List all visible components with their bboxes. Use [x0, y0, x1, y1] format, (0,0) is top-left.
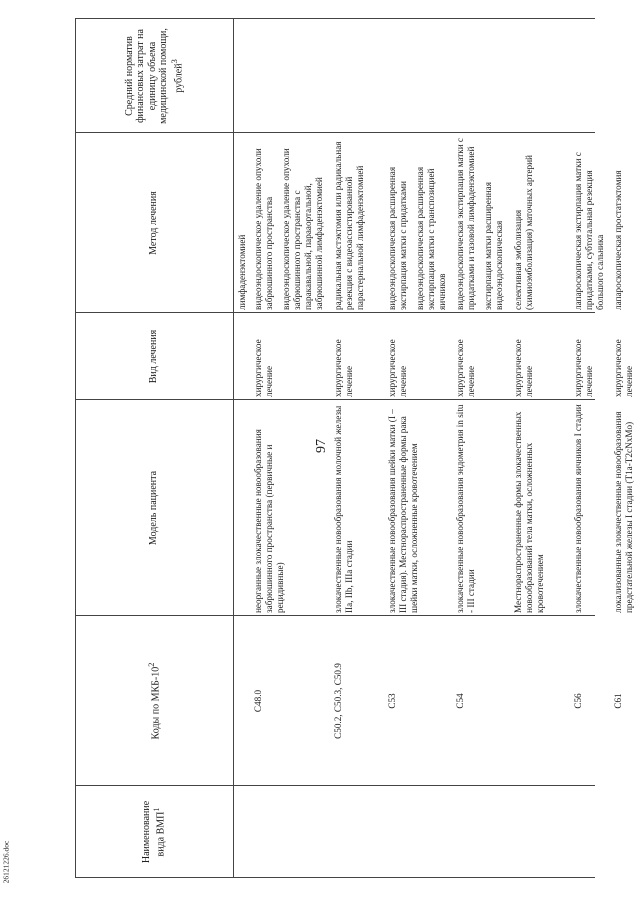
header-type-label: Вид лечения [148, 329, 160, 384]
row-methods [573, 133, 612, 313]
method-item: видеоэндоскопическая экстирпация матки с придатками и тазовой лимфаденэктомией [455, 138, 477, 310]
header-cost [75, 19, 233, 133]
row-code: C50.2, C50.3, C50.9 [333, 663, 343, 739]
row-type: хирургическое лечение [253, 339, 275, 397]
row-code: C48.0 [253, 689, 263, 713]
rotated-table [75, 18, 635, 878]
row-type: хирургическое лечение [455, 339, 477, 397]
row-model: локализованные злокачественные новообразования предстательной железы I стадии (T1a-T2cNxMo) [613, 411, 635, 613]
header-divider [233, 18, 234, 878]
row-methods [613, 133, 630, 313]
row-methods [455, 133, 511, 313]
row-type: хирургическое лечение [387, 339, 409, 397]
row-type: хирургическое лечение [613, 339, 635, 397]
header-method-label: Метод лечения [148, 191, 160, 255]
header-method [75, 133, 233, 313]
document-code: 26121226.doc [1, 840, 11, 884]
method-item: видеоэндоскопическое удаление опухоли забрюшинного пространства с паракавальной, парааортальной, забрюшинной лимфаденэктомией [281, 148, 325, 310]
row-code: C61 [613, 693, 623, 709]
page-number: 97 [314, 439, 329, 453]
method-item: радикальная мастэктомия или радикальная резекция с видеоассистированной парастернальной лимфаденэктомией [333, 141, 366, 310]
row-model: Местнораспространенные формы злокачественных новообразований тела матки, осложненных кровотечением [513, 411, 546, 613]
method-item: видеоэндоскопическая расширенная экстирпация матки с транспозицией яичников [415, 166, 448, 310]
header-cost-label: Средний норматив финансовых затрат на единицу объема медицинской помощи, рублей$^3$ [123, 28, 184, 124]
carryover-method: лимфаденэктомией [237, 234, 247, 310]
method-item: видеоэндоскопическая расширенная экстирпация матки с придатками [387, 166, 409, 310]
header-type [75, 313, 233, 400]
row-methods [387, 133, 454, 313]
header-model [75, 400, 233, 616]
row-code: C56 [573, 693, 583, 709]
row-model: злокачественные новообразования молочной железы IIa, IIb, IIIa стадии [333, 405, 355, 613]
row-code: C53 [387, 693, 397, 709]
row-model: неорганные злокачественные новообразования забрюшинного пространства (первичные и рецидивные) [253, 429, 286, 613]
row-methods [513, 133, 541, 313]
method-item: лапароскопическая простатэктомия [613, 170, 623, 310]
row-code: C54 [455, 693, 465, 709]
row-model: злокачественные новообразования эндометрия in situ - III стадии [455, 404, 477, 613]
header-model-label: Модель пациента [148, 470, 160, 546]
row-model: злокачественные новообразования шейки матки (I – III стадия). Местнораспространенные формы рака шейки матки, осложненные кровотечением [387, 409, 420, 613]
method-item: селективная эмболизация (химиоэмболизация) маточных артерий [513, 155, 535, 310]
row-type: хирургическое лечение [333, 339, 355, 397]
method-item: лапароскопическая экстирпация матки с придатками, субтотальная резекция большого сальника [573, 152, 606, 310]
row-methods [253, 133, 331, 313]
header-name-label: Наименование вида ВМП$^1$ [140, 800, 167, 864]
header-codes-label: Коды по МКБ-$10^2$ [146, 662, 161, 740]
header-codes [75, 616, 233, 786]
row-methods [333, 133, 372, 313]
method-item: видеоэндоскопическое удаление опухоли забрюшинного пространства [253, 148, 275, 310]
method-item: экстирпация матки расширенная видеоэндоскопическая [483, 182, 505, 310]
row-model: злокачественные новообразования яичников I стадии [573, 404, 583, 613]
row-type: хирургическое лечение [513, 339, 535, 397]
row-type: хирургическое лечение [573, 339, 595, 397]
header-name [75, 786, 233, 878]
